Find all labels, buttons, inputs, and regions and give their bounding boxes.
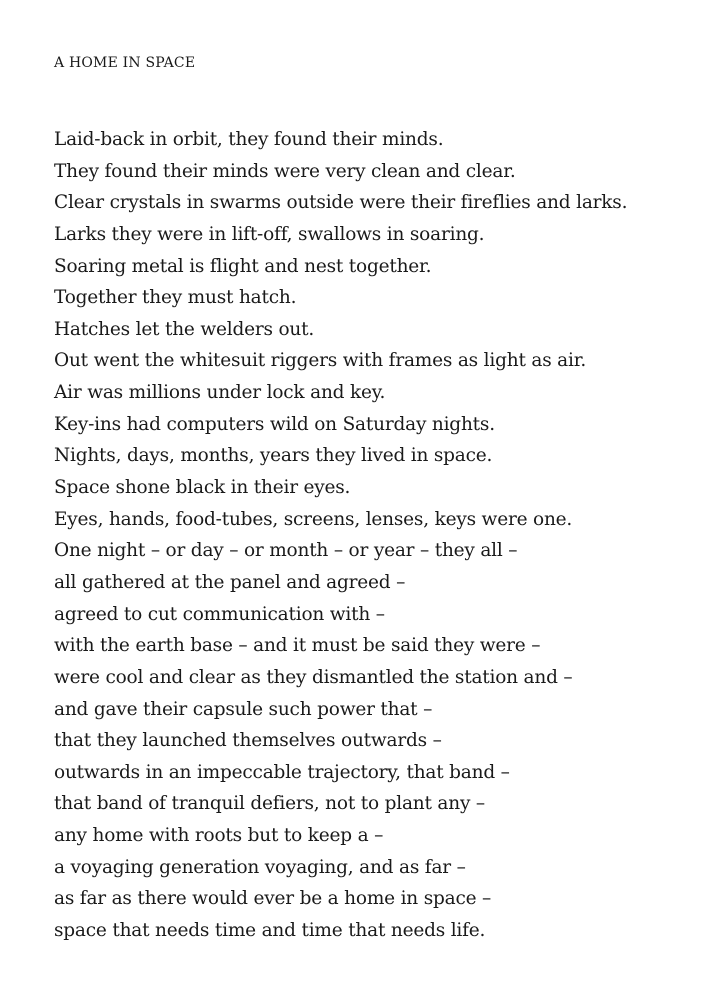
poem-line: that band of tranquil defiers, not to plant any – (54, 793, 485, 815)
poem-line: Nights, days, months, years they lived in space. (54, 445, 493, 467)
poem-line: that they launched themselves outwards – (54, 730, 442, 752)
poem-line: Hatches let the welders out. (54, 318, 315, 340)
poem-line: Out went the whitesuit riggers with frames as light as air. (54, 350, 587, 372)
poem-line: Clear crystals in swarms outside were their fireflies and larks. (54, 192, 628, 214)
poem-line: with the earth base – and it must be said they were – (54, 635, 541, 657)
poem-line: One night – or day – or month – or year – they all – (54, 540, 518, 562)
poem-line: and gave their capsule such power that – (54, 698, 433, 720)
poem-line: all gathered at the panel and agreed – (54, 571, 406, 593)
poem-line: Space shone black in their eyes. (54, 477, 351, 499)
poem-body (54, 124, 627, 947)
poem-line: any home with roots but to keep a – (54, 825, 384, 847)
poem-line: Soaring metal is flight and nest together. (54, 255, 432, 277)
poem-line: space that needs time and time that needs life. (54, 920, 486, 942)
poem-line: as far as there would ever be a home in space – (54, 888, 492, 910)
poem-line: Air was millions under lock and key. (54, 382, 386, 404)
poem-line: They found their minds were very clean and clear. (54, 160, 516, 182)
poem-line: Laid-back in orbit, they found their minds. (54, 129, 444, 150)
poem-line: Eyes, hands, food-tubes, screens, lenses, keys were one. (54, 508, 573, 530)
poem-title: A HOME IN SPACE (54, 55, 196, 71)
poem-line: agreed to cut communication with – (54, 603, 385, 625)
poem-line: a voyaging generation voyaging, and as far – (54, 856, 466, 878)
poem-line: Larks they were in lift-off, swallows in soaring. (54, 223, 485, 245)
poem-line: outwards in an impeccable trajectory, that band – (54, 761, 510, 783)
poem-line: were cool and clear as they dismantled the station and – (54, 666, 573, 688)
poem-line: Key-ins had computers wild on Saturday nights. (54, 413, 495, 435)
poem-line: Together they must hatch. (54, 287, 297, 309)
